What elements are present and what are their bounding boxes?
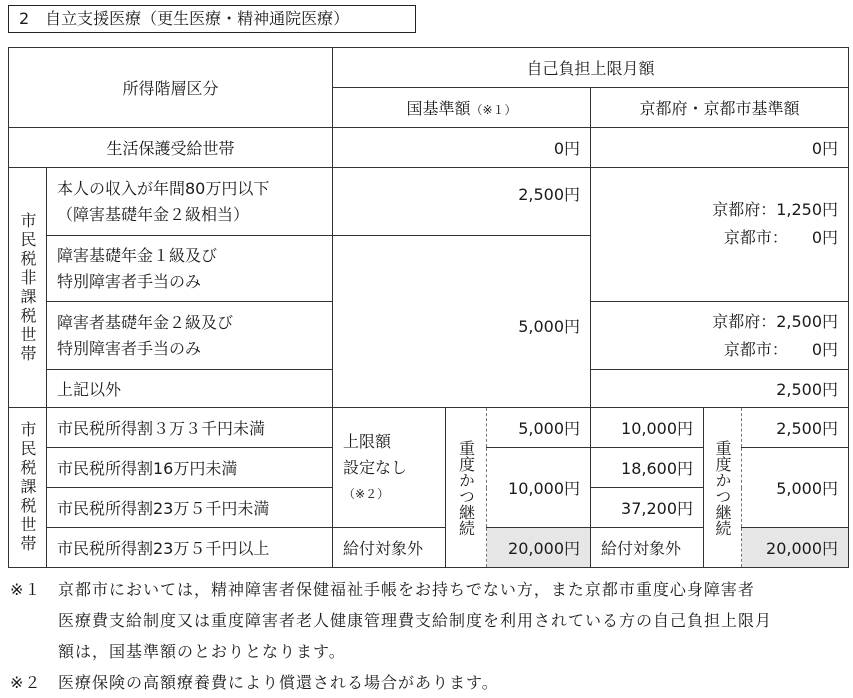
tax-row-2: 市民税所得割16万円未満	[47, 448, 333, 488]
national-severe-label	[446, 408, 487, 568]
header-limit: 自己負担上限月額	[333, 48, 849, 88]
kyoto-low-pref: 京都府：1,250円	[712, 200, 839, 219]
header-national-note: （※１）	[470, 103, 517, 117]
national-severe-4: 20,000円	[487, 528, 591, 568]
note-1-mark: ※１	[10, 580, 42, 599]
tax-row-3: 市民税所得割23万５千円未満	[47, 488, 333, 528]
tax-row-1: 市民税所得割３万３千円未満	[47, 408, 333, 448]
kyoto-tax-3: 37,200円	[591, 488, 704, 528]
header-kyoto: 京都府・京都市基準額	[591, 88, 849, 128]
nontax-row-3	[47, 302, 333, 370]
tax-group-text: 市民税課税世帯	[18, 421, 37, 554]
header-national	[333, 88, 591, 128]
nontax-national-low: 2,500円	[333, 168, 591, 236]
note-1-text-1: 京都市においては，精神障害者保健福祉手帳をお持ちでない方，また京都市重度心身障害者	[58, 580, 755, 599]
kyoto-severe-label	[704, 408, 742, 568]
tax-group-label	[9, 408, 47, 568]
kyoto-tax-1: 10,000円	[591, 408, 704, 448]
note-2-text-1: 医療保険の高額療養費により償還される場合があります。	[58, 673, 499, 692]
tax-row-4: 市民税所得割23万５千円以上	[47, 528, 333, 568]
kyoto-high-pref: 京都府：2,500円	[712, 311, 839, 331]
section-title: 2 自立支援医療（更生医療・精神通院医療）	[8, 5, 416, 33]
kyoto-severe-1: 2,500円	[742, 408, 849, 448]
nontax-kyoto-other: 2,500円	[591, 370, 849, 408]
welfare-label: 生活保護受給世帯	[9, 128, 333, 168]
nontax-row-3-line-2: 特別障害者手当のみ	[57, 338, 202, 358]
no-limit-line-1: 上限額	[343, 431, 392, 451]
note-1-line-2: 医療費支給制度又は重度障害者老人健康管理費支給制度を利用されている方の自己負担上限月	[58, 611, 773, 630]
national-severe-text: 重度かつ継続	[456, 439, 476, 536]
nontax-group-label	[9, 168, 47, 408]
no-limit-cell	[333, 408, 446, 528]
nontax-kyoto-high	[591, 302, 849, 370]
nontax-row-1-line-2: （障害基礎年金２級相当）	[57, 204, 250, 224]
kyoto-tax-2: 18,600円	[591, 448, 704, 488]
welfare-kyoto: 0円	[591, 128, 849, 168]
kyoto-high-city: 京都市： 0円	[723, 339, 839, 359]
no-limit-note: （※２）	[343, 486, 390, 501]
note-2-mark: ※２	[10, 673, 42, 692]
note-1-line-1	[10, 574, 850, 605]
kyoto-severe-text: 重度かつ継続	[713, 439, 733, 536]
nontax-row-4: 上記以外	[47, 370, 333, 408]
header-national-label: 国基準額	[406, 99, 471, 118]
note-2-line-1	[10, 667, 850, 698]
note-1-line-3: 額は，国基準額のとおりとなります。	[58, 642, 346, 661]
national-severe-23: 10,000円	[487, 448, 591, 528]
kyoto-low-city: 京都市： 0円	[723, 228, 839, 247]
no-limit-line-2: 設定なし	[343, 457, 408, 477]
kyoto-severe-23: 5,000円	[742, 448, 849, 528]
kyoto-not-covered: 給付対象外	[591, 528, 704, 568]
header-income-category: 所得階層区分	[9, 48, 333, 128]
kyoto-severe-4: 20,000円	[742, 528, 849, 568]
nontax-row-1-line-1: 本人の収入が年間80万円以下	[57, 178, 270, 198]
nontax-row-2-line-2: 特別障害者手当のみ	[57, 271, 202, 291]
footnotes	[10, 574, 850, 698]
nontax-kyoto-low	[591, 168, 849, 302]
nontax-group-text: 市民税非課税世帯	[18, 211, 37, 364]
nontax-row-3-line-1: 障害者基礎年金２級及び	[57, 312, 234, 332]
national-severe-1: 5,000円	[487, 408, 591, 448]
cost-limit-table	[8, 47, 849, 568]
welfare-national: 0円	[333, 128, 591, 168]
nontax-row-2	[47, 236, 333, 302]
national-not-covered: 給付対象外	[333, 528, 446, 568]
nontax-row-2-line-1: 障害基礎年金１級及び	[57, 245, 218, 265]
nontax-row-1	[47, 168, 333, 236]
nontax-national-high: 5,000円	[333, 236, 591, 408]
